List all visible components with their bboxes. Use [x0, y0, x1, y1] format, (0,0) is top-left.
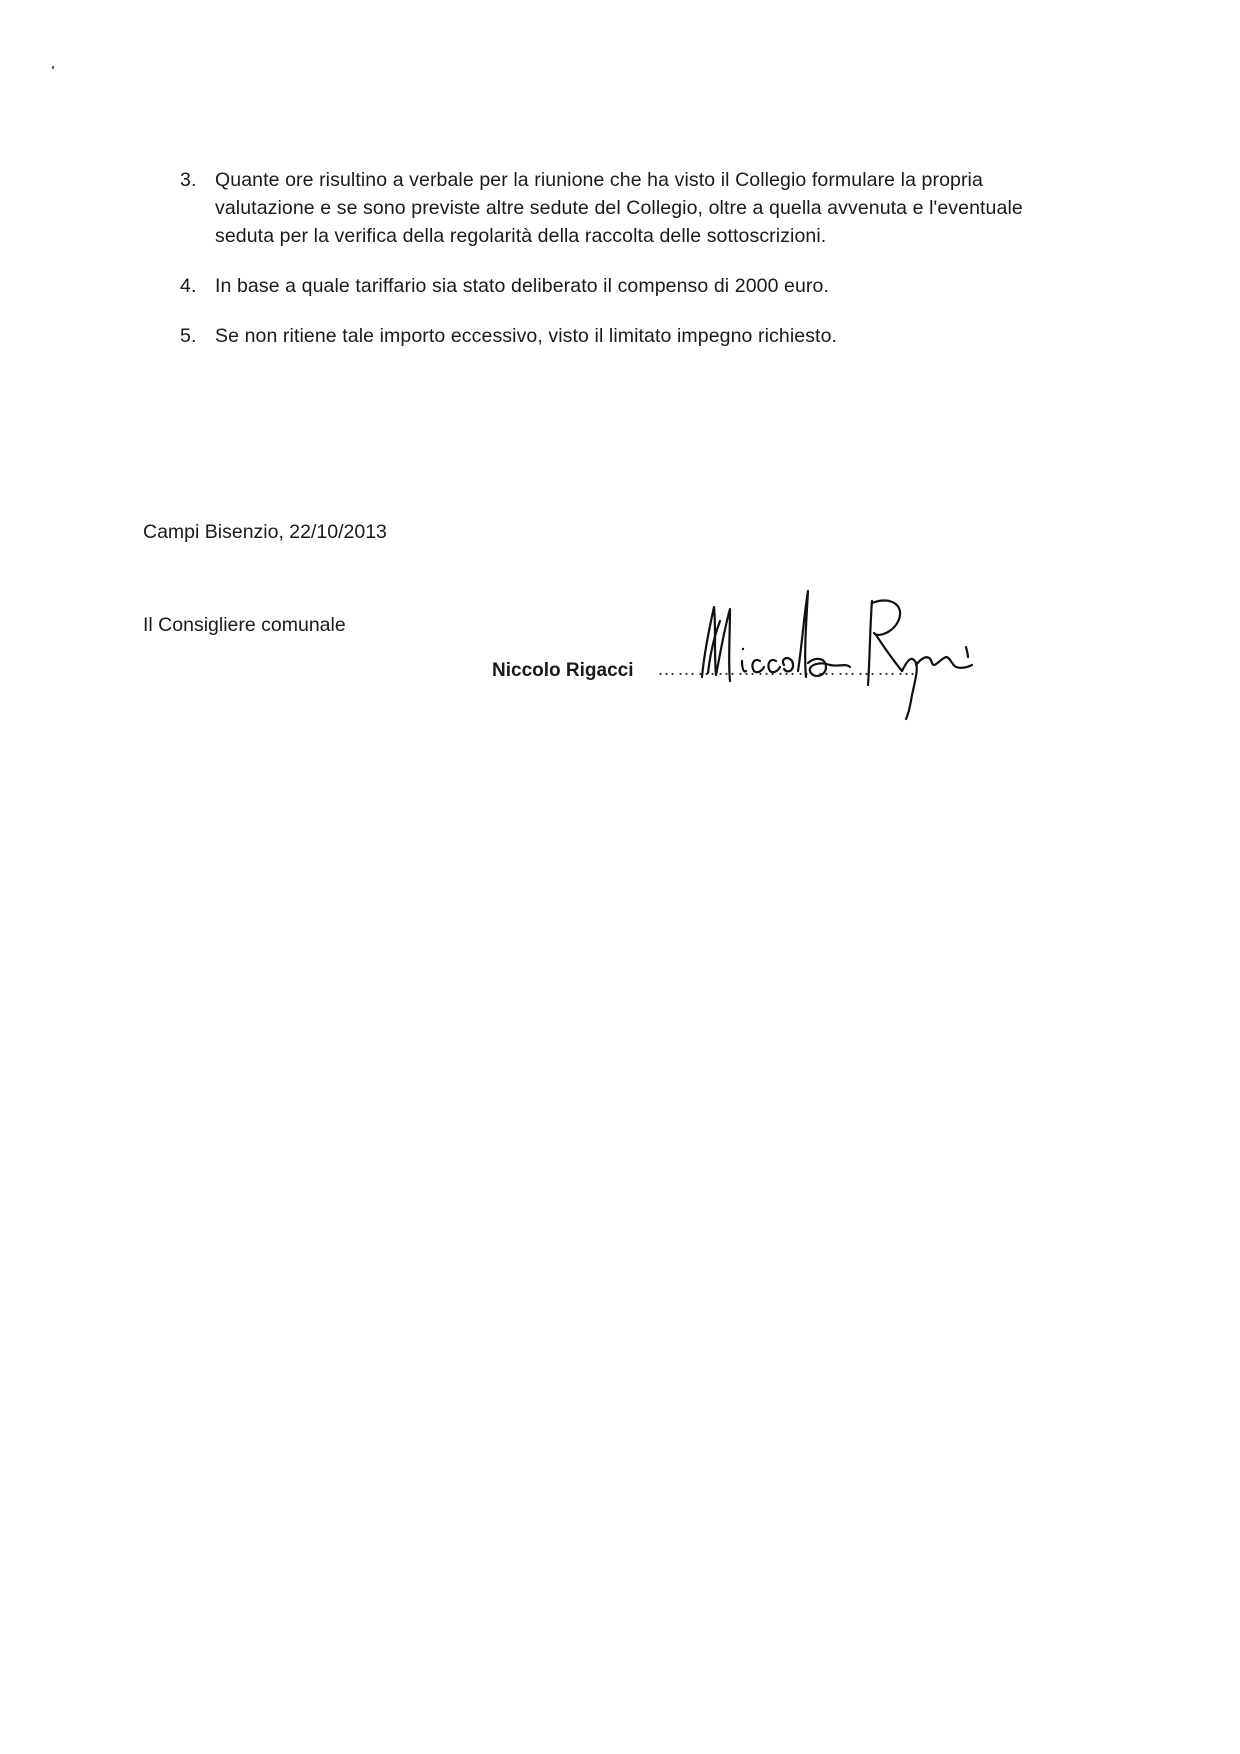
handwritten-signature — [680, 585, 980, 725]
item-text: In base a quale tariffario sia stato deliberato il compenso di 2000 euro. — [215, 275, 829, 297]
item-text: Se non ritiene tale importo eccessivo, visto il limitato impegno richiesto. — [215, 325, 838, 347]
scan-speck — [52, 66, 55, 70]
item-text: Quante ore risultino a verbale per la riunione che ha visto il Collegio formulare la propria valutazione e se sono previste altre sedute del Collegio, oltre a quella avvenuta e l'eventuale seduta per la verifica della regolarità della raccolta delle sottoscrizioni. — [215, 169, 1023, 247]
signature-dotted-line: ………………………………… — [657, 659, 917, 680]
item-number: 4. — [180, 275, 197, 297]
list-item — [180, 322, 1080, 350]
item-number: 5. — [180, 325, 197, 347]
list-item — [180, 166, 1080, 250]
item-number: 3. — [180, 169, 197, 191]
questions-list — [180, 166, 1080, 372]
list-item — [180, 272, 1080, 300]
signer-name: Niccolo Rigacci — [492, 660, 634, 681]
signer-role: Il Consigliere comunale — [143, 614, 346, 636]
place-and-date: Campi Bisenzio, 22/10/2013 — [143, 521, 387, 543]
